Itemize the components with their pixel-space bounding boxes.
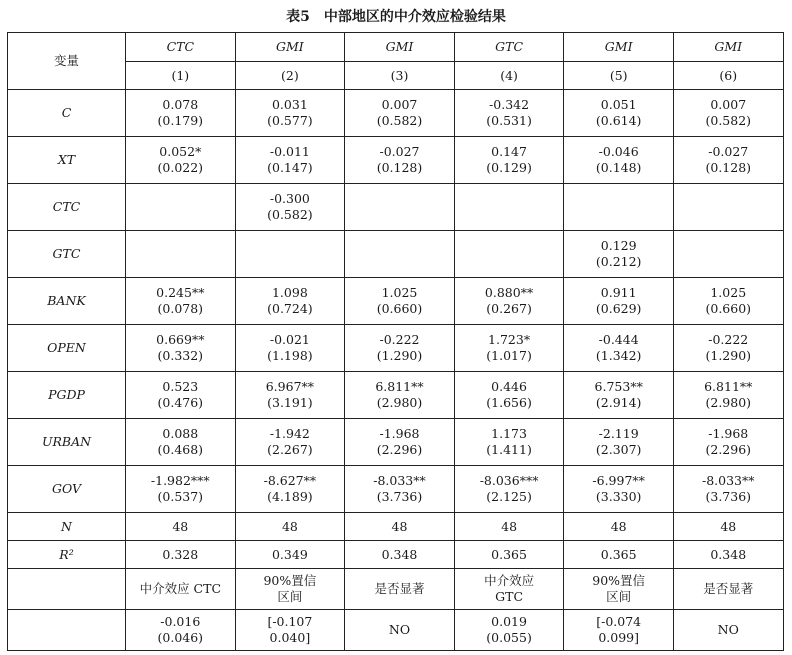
coef-line [674,379,783,395]
coef-cell [345,137,455,184]
coefficient: 0.007 [381,97,418,112]
significance-stars: ** [630,379,643,394]
std-error: (0.582) [267,207,313,222]
stat-cell: 0.349 [235,541,345,569]
coef-line [236,191,345,207]
std-error: (0.179) [157,113,204,128]
variable-name: URBAN [8,419,126,466]
coef-line [674,473,783,489]
mediation-line: 区间 [277,589,303,604]
mediation-line: 中介效应 [484,573,535,588]
mediation-line: (0.055) [486,630,532,645]
std-error: (2.296) [705,442,752,457]
coef-line [345,473,454,489]
coefficient: -1.982 [150,473,191,488]
coef-cell [345,466,455,513]
coef-cell [126,372,236,419]
coef-cell [454,278,564,325]
coefficient: 0.880 [484,285,521,300]
significance-stars: ** [520,285,534,300]
coef-line [455,426,564,442]
coefficient: 0.911 [600,285,637,300]
std-error: (2.125) [486,489,532,504]
variable-name: GTC [8,231,126,278]
coef-cell [126,184,236,231]
coefficient: 1.025 [381,285,418,300]
mediation-line: 0.019 [491,614,527,629]
mediation-line: NO [388,622,411,637]
coef-line [126,426,235,442]
dep-var-header: CTC [126,33,236,62]
dep-var-header: GMI [235,33,345,62]
variable-name: C [8,90,126,137]
mediation-line: NO [717,622,739,637]
coefficient: 0.078 [162,97,199,112]
std-error: (0.468) [157,442,204,457]
std-error: (1.411) [486,442,532,457]
coef-cell [126,466,236,513]
coefficient: 6.967 [265,379,302,394]
coefficient: -0.027 [379,144,420,159]
mediation-value-row [8,610,784,651]
std-error: (1.342) [595,348,642,363]
coef-cell [235,419,345,466]
mediation-line: GTC [495,589,524,604]
coef-cell [673,278,783,325]
coef-cell [126,137,236,184]
coefficient: -1.942 [269,426,310,441]
empty-cell [8,610,126,651]
std-error: (0.022) [157,160,204,175]
coef-cell [564,466,674,513]
std-error: (1.017) [486,348,532,363]
stat-cell: 48 [126,513,236,541]
coefficient: 0.031 [271,97,308,112]
std-error: (3.736) [376,489,423,504]
coef-cell [673,466,783,513]
coef-line [236,97,345,113]
std-error: (0.660) [705,301,752,316]
coef-line [345,426,454,442]
mediation-cell [564,569,674,610]
coef-line [126,97,235,113]
std-error: (1.290) [376,348,423,363]
std-error: (2.980) [376,395,423,410]
coef-cell [454,419,564,466]
coef-line [674,285,783,301]
significance-stars: ** [301,379,315,394]
coef-cell [126,419,236,466]
table-row [8,466,784,513]
coef-cell [126,325,236,372]
coefficient: -0.222 [379,332,420,347]
std-error: (0.582) [705,113,752,128]
coef-line [564,473,673,489]
std-error: (0.129) [486,160,532,175]
variable-name: PGDP [8,372,126,419]
model-number: (5) [564,62,674,90]
stat-cell: 48 [673,513,783,541]
coefficient: 6.811 [704,379,740,394]
coefficient: -0.011 [269,144,310,159]
coef-cell [345,419,455,466]
mediation-line: 是否显著 [703,581,754,596]
coef-cell [673,325,783,372]
coefficient: 0.147 [491,144,527,159]
coefficient: -0.444 [598,332,639,347]
mediation-cell [673,610,783,651]
dep-var-header: GTC [454,33,564,62]
coefficient: -6.997 [592,473,633,488]
coef-cell [235,184,345,231]
coef-cell [126,90,236,137]
coef-line [236,473,345,489]
coefficient: -8.033 [702,473,743,488]
significance-stars: ** [632,473,645,488]
dep-var-header: GMI [673,33,783,62]
std-error: (0.212) [595,254,642,269]
results-table [7,32,784,651]
coefficient: 0.446 [491,379,527,394]
dep-var-header: GMI [345,33,455,62]
coef-cell [126,278,236,325]
std-error: (0.660) [376,301,423,316]
variable-header: 变量 [8,33,126,90]
std-error: (0.476) [157,395,204,410]
coef-line [236,426,345,442]
coef-line [564,144,673,160]
model-number: (2) [235,62,345,90]
mediation-line: 区间 [606,589,632,604]
std-error: (1.656) [486,395,532,410]
coef-line [674,97,783,113]
coef-cell [673,137,783,184]
variable-name: BANK [8,278,126,325]
std-error: (2.307) [595,442,642,457]
significance-stars: ** [191,285,205,300]
coefficient: -0.046 [598,144,639,159]
significance-stars: *** [190,473,210,488]
coef-cell [454,184,564,231]
table-row [8,278,784,325]
coef-cell [345,325,455,372]
mediation-cell [345,569,455,610]
std-error: (0.577) [267,113,313,128]
coef-line [236,144,345,160]
coef-cell [235,278,345,325]
std-error: (0.332) [157,348,204,363]
mediation-line: 90%置信 [263,573,317,588]
coef-cell [673,419,783,466]
stat-cell: 48 [454,513,564,541]
coefficient: 0.245 [156,285,192,300]
coef-line [564,379,673,395]
mediation-cell [564,610,674,651]
coefficient: -0.342 [489,97,530,112]
std-error: (2.980) [705,395,752,410]
std-error: (0.614) [595,113,642,128]
significance-stars: * [195,144,202,159]
empty-cell [8,569,126,610]
variable-name: XT [8,137,126,184]
variable-name: OPEN [8,325,126,372]
coef-cell [454,231,564,278]
coef-cell [345,184,455,231]
coef-cell [564,137,674,184]
mediation-line: 中介效应 CTC [139,581,222,596]
table-row [8,419,784,466]
coef-line [564,97,673,113]
model-number: (1) [126,62,236,90]
std-error: (2.267) [267,442,313,457]
coef-cell [235,137,345,184]
mediation-cell [235,610,345,651]
coef-cell [454,372,564,419]
table-row [8,90,784,137]
coef-line [236,285,345,301]
std-error: (0.582) [376,113,423,128]
std-error: (1.290) [705,348,752,363]
significance-stars: ** [739,379,753,394]
coef-line [455,285,564,301]
significance-stars: ** [742,473,755,488]
coefficient: 1.098 [271,285,308,300]
model-number: (6) [673,62,783,90]
coef-cell [673,184,783,231]
std-error: (2.914) [595,395,642,410]
coef-line [455,97,564,113]
coef-cell [345,278,455,325]
significance-stars: *** [519,473,539,488]
coef-line [236,379,345,395]
coef-line [126,473,235,489]
coef-line [455,144,564,160]
table-row [8,325,784,372]
mediation-cell [673,569,783,610]
mediation-cell [126,569,236,610]
std-error: (3.736) [705,489,752,504]
coef-cell [673,90,783,137]
coef-cell [673,231,783,278]
table-row [8,137,784,184]
coef-line [345,144,454,160]
coefficient: 0.088 [162,426,199,441]
coef-cell [235,325,345,372]
coefficient: 1.723 [488,332,524,347]
stat-cell: 48 [564,513,674,541]
variable-name: N [8,513,126,541]
coefficient: -0.021 [269,332,310,347]
coefficient: 0.669 [156,332,192,347]
significance-stars: ** [303,473,317,488]
coef-cell [673,372,783,419]
coef-line [345,97,454,113]
coefficient: 6.753 [594,379,631,394]
coef-line [564,426,673,442]
coef-line [345,379,454,395]
mediation-cell [345,610,455,651]
significance-stars: ** [191,332,205,347]
std-error: (0.724) [267,301,313,316]
mediation-cell [454,610,564,651]
std-error: (0.128) [705,160,752,175]
coef-cell [564,419,674,466]
coefficient: 1.025 [710,285,747,300]
variable-name: R² [8,541,126,569]
coef-line [674,332,783,348]
table-title: 表5 中部地区的中介效应检验结果 [286,9,506,25]
r2-row [8,541,784,569]
coef-cell [454,90,564,137]
coefficient: -1.968 [708,426,749,441]
std-error: (1.198) [267,348,313,363]
coefficient: 0.523 [162,379,199,394]
table-row [8,184,784,231]
coef-line [564,332,673,348]
std-error: (0.531) [486,113,532,128]
coef-cell [564,372,674,419]
table-row [8,372,784,419]
std-error: (0.267) [486,301,532,316]
significance-stars: ** [411,379,424,394]
coef-cell [564,278,674,325]
coefficient: 0.007 [710,97,747,112]
stat-cell: 48 [345,513,455,541]
coef-cell [126,231,236,278]
coef-cell [454,466,564,513]
coef-line [126,379,235,395]
variable-name: GOV [8,466,126,513]
coef-line [126,332,235,348]
dep-var-header: GMI [564,33,674,62]
stat-cell: 0.365 [454,541,564,569]
mediation-cell [126,610,236,651]
coefficient: 0.129 [600,238,637,253]
std-error: (3.191) [267,395,313,410]
coefficient: -0.027 [708,144,749,159]
mediation-line: (0.046) [157,630,204,645]
stat-cell: 48 [235,513,345,541]
mediation-cell [454,569,564,610]
coef-cell [345,231,455,278]
stat-cell: 0.365 [564,541,674,569]
coef-line [455,379,564,395]
header-row-dep [8,33,784,62]
mediation-line: [-0.107 [267,614,313,629]
std-error: (4.189) [267,489,313,504]
coefficient: 0.052 [159,144,196,159]
coef-line [674,426,783,442]
coef-cell [564,90,674,137]
mediation-line: 90%置信 [592,573,646,588]
coefficient: -8.627 [263,473,304,488]
mediation-line: -0.016 [160,614,201,629]
stat-cell: 0.348 [673,541,783,569]
coef-line [455,332,564,348]
coef-cell [235,466,345,513]
model-number: (4) [454,62,564,90]
coef-line [345,332,454,348]
coefficient: 0.051 [600,97,637,112]
coef-cell [235,372,345,419]
coefficient: -0.222 [708,332,749,347]
coefficient: -0.300 [269,191,310,206]
std-error: (2.296) [376,442,423,457]
std-error: (3.330) [595,489,642,504]
mediation-line: [-0.074 [596,614,642,629]
coefficient: -8.036 [479,473,520,488]
std-error: (0.148) [595,160,642,175]
mediation-cell [235,569,345,610]
std-error: (0.537) [157,489,204,504]
model-number: (3) [345,62,455,90]
coef-line [564,238,673,254]
coef-line [564,285,673,301]
coefficient: 1.173 [491,426,527,441]
results-table-body [8,33,784,651]
coef-line [126,144,235,160]
coef-cell [235,231,345,278]
n-row [8,513,784,541]
coef-line [345,285,454,301]
mediation-label-row [8,569,784,610]
coefficient: -1.968 [379,426,420,441]
significance-stars: * [523,332,531,347]
mediation-line: 0.040] [269,630,311,645]
coef-cell [564,231,674,278]
coef-cell [564,325,674,372]
stat-cell: 0.348 [345,541,455,569]
coef-line [455,473,564,489]
table-row [8,231,784,278]
std-error: (0.629) [595,301,642,316]
std-error: (0.078) [157,301,204,316]
coef-cell [235,90,345,137]
coef-cell [454,137,564,184]
coef-line [674,144,783,160]
coef-cell [345,372,455,419]
mediation-line: 是否显著 [374,581,425,596]
stat-cell: 0.328 [126,541,236,569]
significance-stars: ** [413,473,426,488]
std-error: (0.147) [267,160,313,175]
coefficient: -2.119 [598,426,639,441]
coef-line [126,285,235,301]
coef-cell [454,325,564,372]
variable-name: CTC [8,184,126,231]
coef-line [236,332,345,348]
mediation-line: 0.099] [598,630,639,645]
coef-cell [564,184,674,231]
coefficient: -8.033 [373,473,414,488]
coef-cell [345,90,455,137]
coefficient: 6.811 [375,379,412,394]
std-error: (0.128) [376,160,423,175]
